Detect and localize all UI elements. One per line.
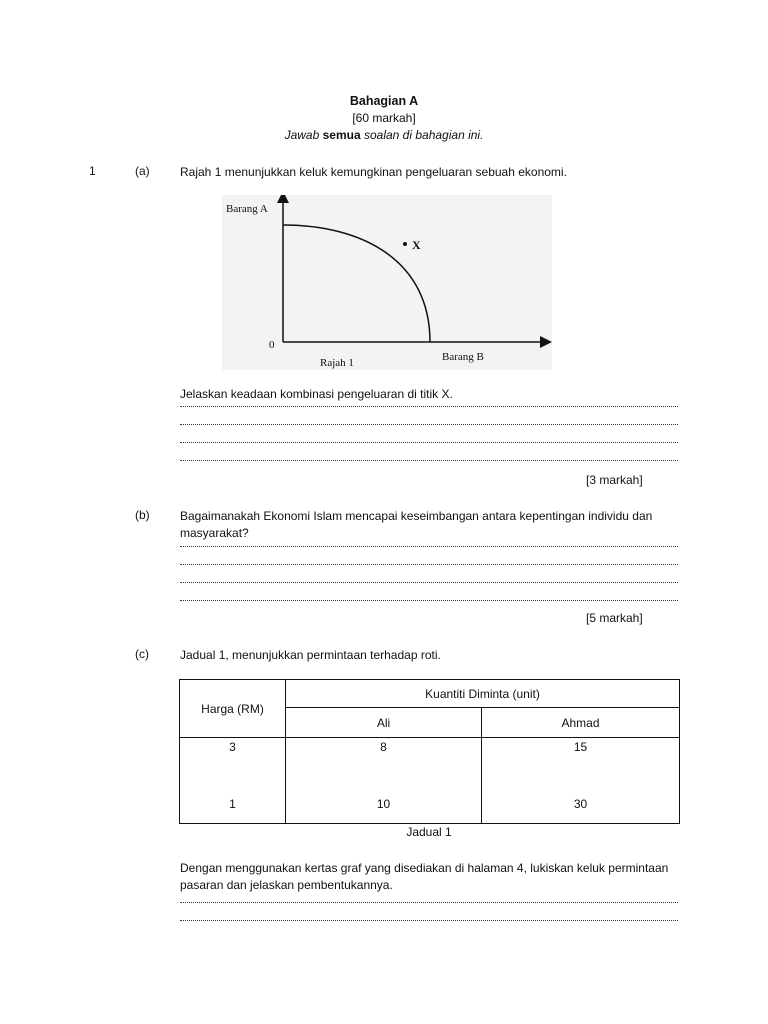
answer-line [180,582,678,583]
ppc-figure [222,195,552,370]
section-title: Bahagian A [349,94,419,108]
part-c-label: (c) [135,647,149,661]
quantity-header: Kuantiti Diminta (unit) [286,680,680,708]
origin-label: 0 [269,339,275,351]
instruction-post: soalan di bahagian ini. [363,128,484,142]
answer-line [180,564,678,565]
cell-ali: 8 [380,740,387,754]
instruction-pre: Jawab [284,128,320,142]
part-a-label: (a) [135,164,150,178]
answer-line [180,600,678,601]
answer-line [180,460,678,461]
instruction-bold: semua [322,128,361,142]
answer-line [180,902,678,903]
answer-line [180,546,678,547]
figure-caption: Rajah 1 [320,357,354,369]
part-c-text: Jadual 1, menunjukkan permintaan terhadap roti. [180,648,441,662]
x-axis-label: Barang B [442,351,484,363]
cell-ahmad: 30 [573,797,588,811]
part-b-text: Bagaimanakah Ekonomi Islam mencapai keseimbangan antara kepentingan individu dan masyarakat? [180,509,653,540]
part-c-prompt: Dengan menggunakan kertas graf yang disediakan di halaman 4, lukiskan keluk permintaan pasaran dan jelaskan pembentukannya. [180,861,669,892]
price-header: Harga (RM) [180,680,286,738]
cell-harga: 3 [229,740,236,754]
demand-table [179,679,680,824]
section-marks: [60 markah] [352,111,416,125]
cell-harga: 1 [229,797,236,811]
answer-line [180,920,678,921]
ppc-curve [283,225,430,342]
question-number: 1 [89,164,96,178]
part-b-marks: [5 markah] [586,611,643,625]
section-instruction [0,128,768,142]
part-b-label: (b) [135,508,150,522]
col-ahmad-header: Ahmad [482,708,680,738]
answer-line [180,442,678,443]
table-row [180,738,680,824]
part-a-prompt: Jelaskan keadaan kombinasi pengeluaran di titik X. [180,387,453,401]
answer-line [180,424,678,425]
col-ali-header: Ali [286,708,482,738]
y-axis-label: Barang A [226,203,268,215]
ppc-diagram [222,195,552,370]
point-x-marker [403,242,407,246]
table-caption: Jadual 1 [406,825,452,839]
cell-ahmad: 15 [573,740,588,754]
point-x-label: X [412,238,421,252]
part-a-text: Rajah 1 menunjukkan keluk kemungkinan pengeluaran sebuah ekonomi. [180,165,567,179]
cell-ali: 10 [376,797,391,811]
answer-line [180,406,678,407]
part-a-marks: [3 markah] [586,473,643,487]
